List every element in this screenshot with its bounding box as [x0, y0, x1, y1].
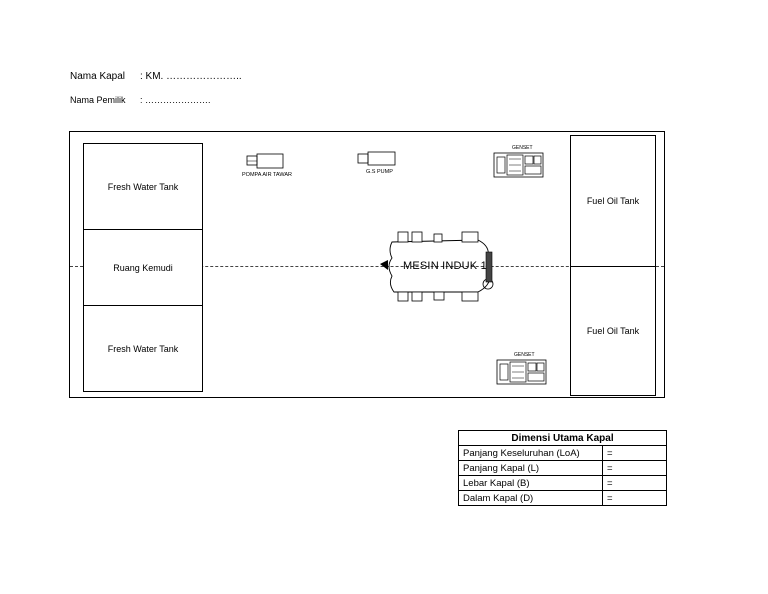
- genset-bottom-label: GENSET: [514, 352, 535, 358]
- owner-name-value: : ………………….: [140, 95, 211, 105]
- fresh-water-tank-bottom: [83, 305, 203, 392]
- ship-name-value: : KM. …………………..: [140, 71, 242, 82]
- genset-top-icon: [493, 151, 545, 179]
- owner-name-label: Nama Pemilik: [70, 95, 126, 105]
- table-header-row: [459, 431, 667, 446]
- steering-room: [83, 229, 203, 306]
- gs-pump-icon: [357, 150, 397, 168]
- row-label: Dalam Kapal (D): [459, 491, 603, 506]
- row-label: Panjang Keseluruhan (LoA): [459, 446, 603, 461]
- ship-name-row: [70, 71, 242, 82]
- fresh-water-pump-icon: [246, 152, 286, 170]
- fuel-oil-tank-top: [570, 135, 656, 267]
- genset-bottom-icon: [496, 358, 548, 386]
- fuel-oil-tank-bottom-label: Fuel Oil Tank: [586, 326, 640, 336]
- fresh-water-tank-top: [83, 143, 203, 230]
- fresh-water-tank-top-label: Fresh Water Tank: [107, 181, 179, 192]
- fuel-oil-tank-top-label: Fuel Oil Tank: [586, 196, 640, 206]
- row-label: Lebar Kapal (B): [459, 476, 603, 491]
- main-dimensions-table: [458, 430, 667, 506]
- genset-top-label: GENSET: [512, 145, 533, 151]
- gs-pump-label: G.S PUMP: [366, 169, 393, 175]
- fresh-water-pump-label: POMPA AIR TAWAR: [242, 172, 293, 178]
- row-value: =: [603, 461, 667, 476]
- owner-name-row: [70, 95, 211, 105]
- engine-room-plan: [69, 131, 665, 398]
- steering-room-label: Ruang Kemudi: [113, 262, 173, 273]
- ship-name-label: Nama Kapal: [70, 71, 126, 82]
- fuel-oil-tank-bottom: [570, 266, 656, 396]
- table-row: [459, 461, 667, 476]
- row-value: =: [603, 446, 667, 461]
- table-title: Dimensi Utama Kapal: [459, 431, 667, 446]
- table-row: [459, 476, 667, 491]
- main-engine-label: MESIN INDUK 1: [403, 260, 487, 272]
- row-value: =: [603, 491, 667, 506]
- fresh-water-tank-bottom-label: Fresh Water Tank: [107, 343, 179, 354]
- table-row: [459, 491, 667, 506]
- row-label: Panjang Kapal (L): [459, 461, 603, 476]
- table-row: [459, 446, 667, 461]
- row-value: =: [603, 476, 667, 491]
